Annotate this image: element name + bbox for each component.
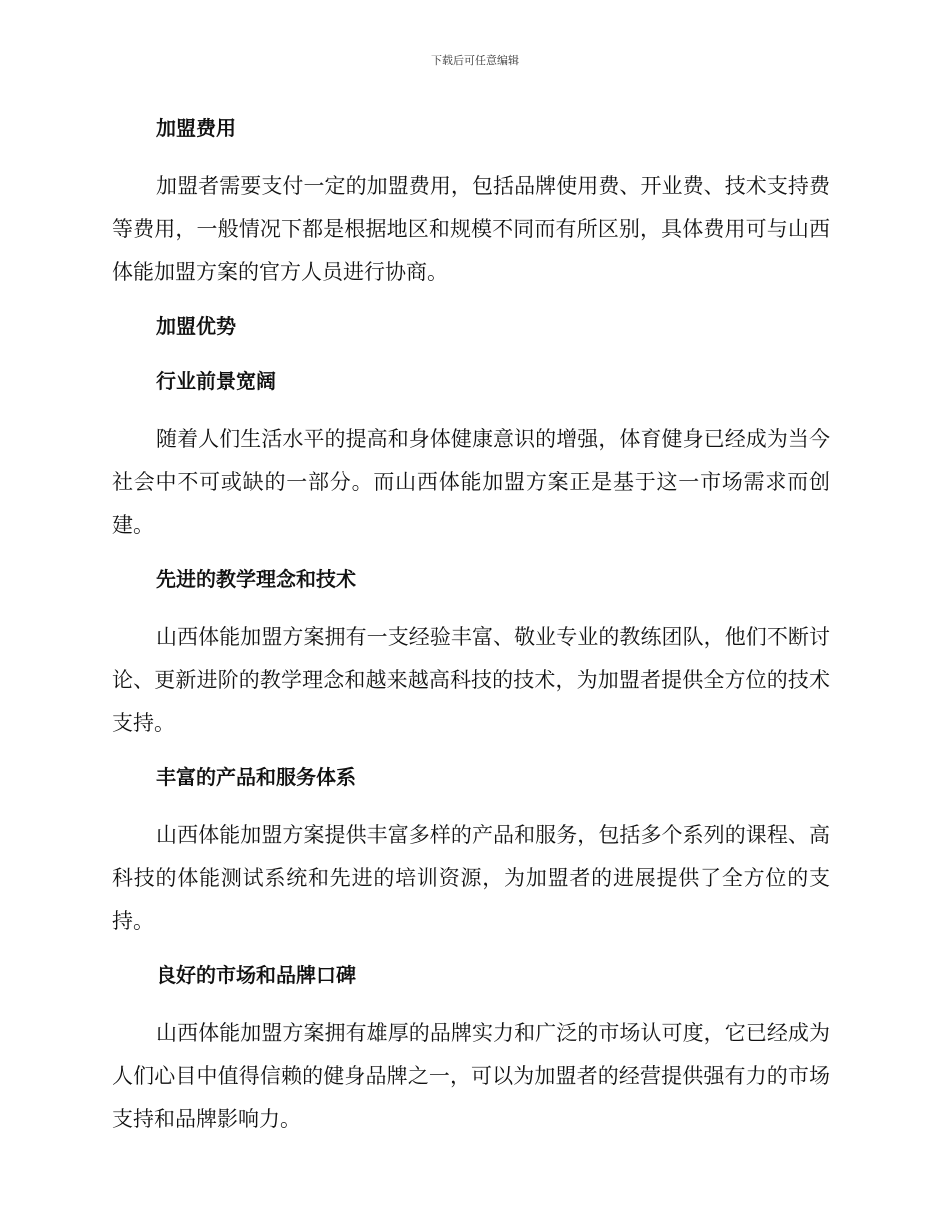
section-paragraph-industry-prospects: 随着人们生活水平的提高和身体健康意识的增强，体育健身已经成为当今社会中不可或缺的一部分。而山西体能加盟方案正是基于这一市场需求而创建。 [112,427,830,537]
section-paragraph-fee: 加盟者需要支付一定的加盟费用，包括品牌使用费、开业费、技术支持费等费用，一般情况下都是根据地区和规模不同而有所区别，具体费用可与山西体能加盟方案的官方人员进行协商。 [112,174,830,284]
header-note: 下载后可任意编辑 [431,54,519,67]
document-body [112,110,830,1141]
section-heading-teaching: 先进的教学理念和技术 [156,567,356,591]
section-paragraph-reputation: 山西体能加盟方案拥有雄厚的品牌实力和广泛的市场认可度，它已经成为人们心目中值得信赖的健身品牌之一，可以为加盟者的经营提供强有力的市场支持和品牌影响力。 [112,1021,830,1131]
section-heading-products: 丰富的产品和服务体系 [156,765,356,789]
section-heading-reputation: 良好的市场和品牌口碑 [156,963,356,987]
section-heading-advantages: 加盟优势 [156,314,236,338]
section-paragraph-teaching: 山西体能加盟方案拥有一支经验丰富、敬业专业的教练团队，他们不断讨论、更新进阶的教学理念和越来越高科技的技术，为加盟者提供全方位的技术支持。 [112,625,830,735]
section-heading-fee: 加盟费用 [156,116,236,140]
section-heading-industry-prospects: 行业前景宽阔 [156,369,276,393]
section-paragraph-products: 山西体能加盟方案提供丰富多样的产品和服务，包括多个系列的课程、高科技的体能测试系统和先进的培训资源，为加盟者的进展提供了全方位的支持。 [112,823,830,933]
